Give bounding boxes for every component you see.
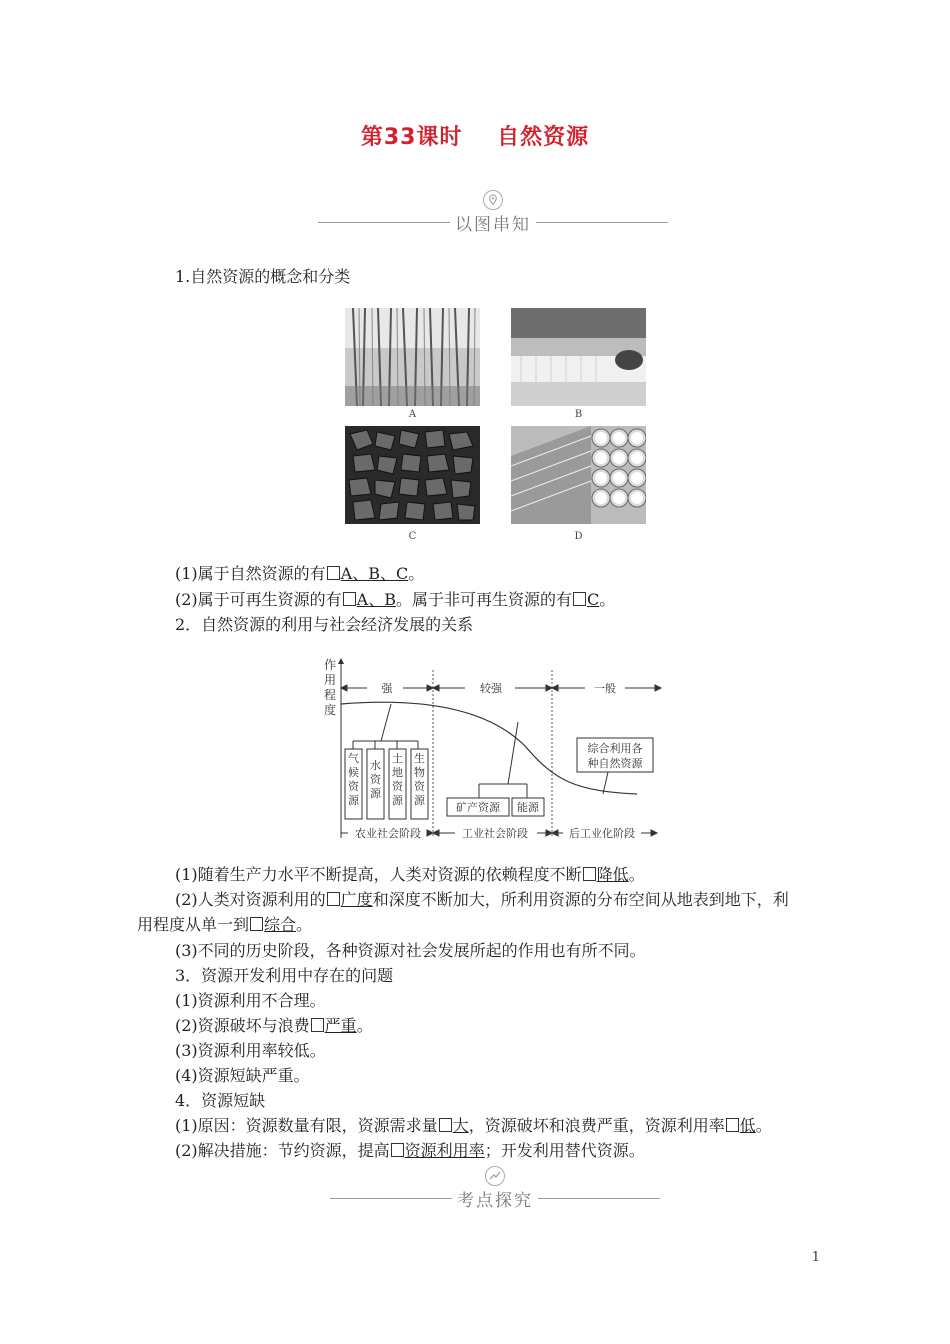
checkbox-icon [573,592,586,606]
q2-line-b: (2)人类对资源利用的 广度和深度不断加大，所利用资源的分布空间从地表到地下，利 [175,890,789,909]
svg-text:程: 程 [323,688,337,702]
item3-p4: (4)资源短缺严重。 [175,1066,310,1085]
ag-resource-label: 土地资源 [392,752,403,807]
checkbox-icon [327,566,340,580]
answer-blank: 大 [438,1116,469,1135]
item1-heading: 1.自然资源的概念和分类 [175,267,351,286]
energy-resources: 能源 [517,801,539,814]
svg-text:用: 用 [323,673,337,687]
answer-blank: 严重 [310,1016,357,1035]
answer-blank: C [572,590,599,609]
photo-pipes [511,426,646,524]
post-resource-line1: 综合利用各 [587,742,643,755]
answer-blank: A、B、C [326,564,409,583]
section-label: 以图串知 [455,215,531,235]
photo-coal [345,426,480,524]
q1-line-b: (2)属于可再生资源的有 A、B。属于非可再生资源的有 C。 [175,590,616,609]
resource-diagram [315,656,665,846]
y-axis-label [324,658,336,717]
checkbox-icon [391,1143,404,1157]
checkbox-icon [250,917,263,931]
ag-resource-label: 水资源 [370,759,381,800]
lesson-topic: 自然资源 [497,125,590,150]
checkbox-icon [726,1118,739,1132]
photo-caption: D [574,531,583,542]
checkbox-icon [343,592,356,606]
level-medium: 较强 [480,682,502,695]
checkbox-icon [583,867,596,881]
lesson-number: 第33课时 [360,125,463,150]
photo-waterfall [511,308,646,406]
checkbox-icon [327,892,340,906]
section-header-2 [330,1174,660,1211]
photo-caption: C [408,531,417,542]
svg-text:作: 作 [323,658,337,672]
item4-p1: (1)原因：资源数量有限，资源需求量 大，资源破坏和浪费严重，资源利用率 低。 [175,1116,772,1135]
item4-heading: 4．资源短缺 [175,1091,266,1110]
item3-p2: (2)资源破坏与浪费 严重。 [175,1016,373,1035]
checkbox-icon [311,1018,324,1032]
ag-resource-label: 生物资源 [414,752,425,807]
trend-chart-icon [485,1166,505,1186]
q1-line-a: (1)属于自然资源的有 A、B、C。 [175,564,425,583]
page-title [0,120,950,151]
level-normal: 一般 [594,682,616,695]
photo-caption: B [574,409,583,420]
checkbox-icon [439,1118,452,1132]
item3-heading: 3．资源开发利用中存在的问题 [175,966,394,985]
ag-resources [348,751,426,807]
item2-heading: 2．自然资源的利用与社会经济发展的关系 [175,615,474,634]
svg-text:度: 度 [323,703,337,717]
location-pin-icon [483,190,503,210]
answer-blank: A、B [342,590,396,609]
item3-p1: (1)资源利用不合理。 [175,991,326,1010]
item3-p3: (3)资源利用率较低。 [175,1041,326,1060]
answer-blank: 低 [725,1116,756,1135]
q2-line-c: (3)不同的历史阶段，各种资源对社会发展所起的作用也有所不同。 [175,941,646,960]
level-strong: 强 [381,682,393,695]
section-label: 考点探究 [457,1191,533,1211]
section-header-1 [318,198,668,235]
photo-forest [345,308,480,406]
stage-agriculture: 农业社会阶段 [355,827,421,840]
stage-industry: 工业社会阶段 [462,827,528,840]
answer-blank: 广度 [326,890,373,909]
item4-p2: (2)解决措施：节约资源，提高 资源利用率；开发利用替代资源。 [175,1141,645,1160]
q2-line-b2: 用程度从单一到 综合。 [137,915,313,934]
page-number: 1 [811,1250,820,1265]
photo-caption: A [408,409,417,420]
answer-blank: 资源利用率 [390,1141,485,1160]
answer-blank: 降低 [582,865,629,884]
post-resource-line2: 种自然资源 [587,757,643,770]
answer-blank: 综合 [249,915,296,934]
q2-line-a: (1)随着生产力水平不断提高，人类对资源的依赖程度不断 降低。 [175,865,645,884]
mineral-resources: 矿产资源 [456,801,500,814]
stage-post-industry: 后工业化阶段 [569,827,635,840]
ag-resource-label: 气候资源 [348,752,359,807]
